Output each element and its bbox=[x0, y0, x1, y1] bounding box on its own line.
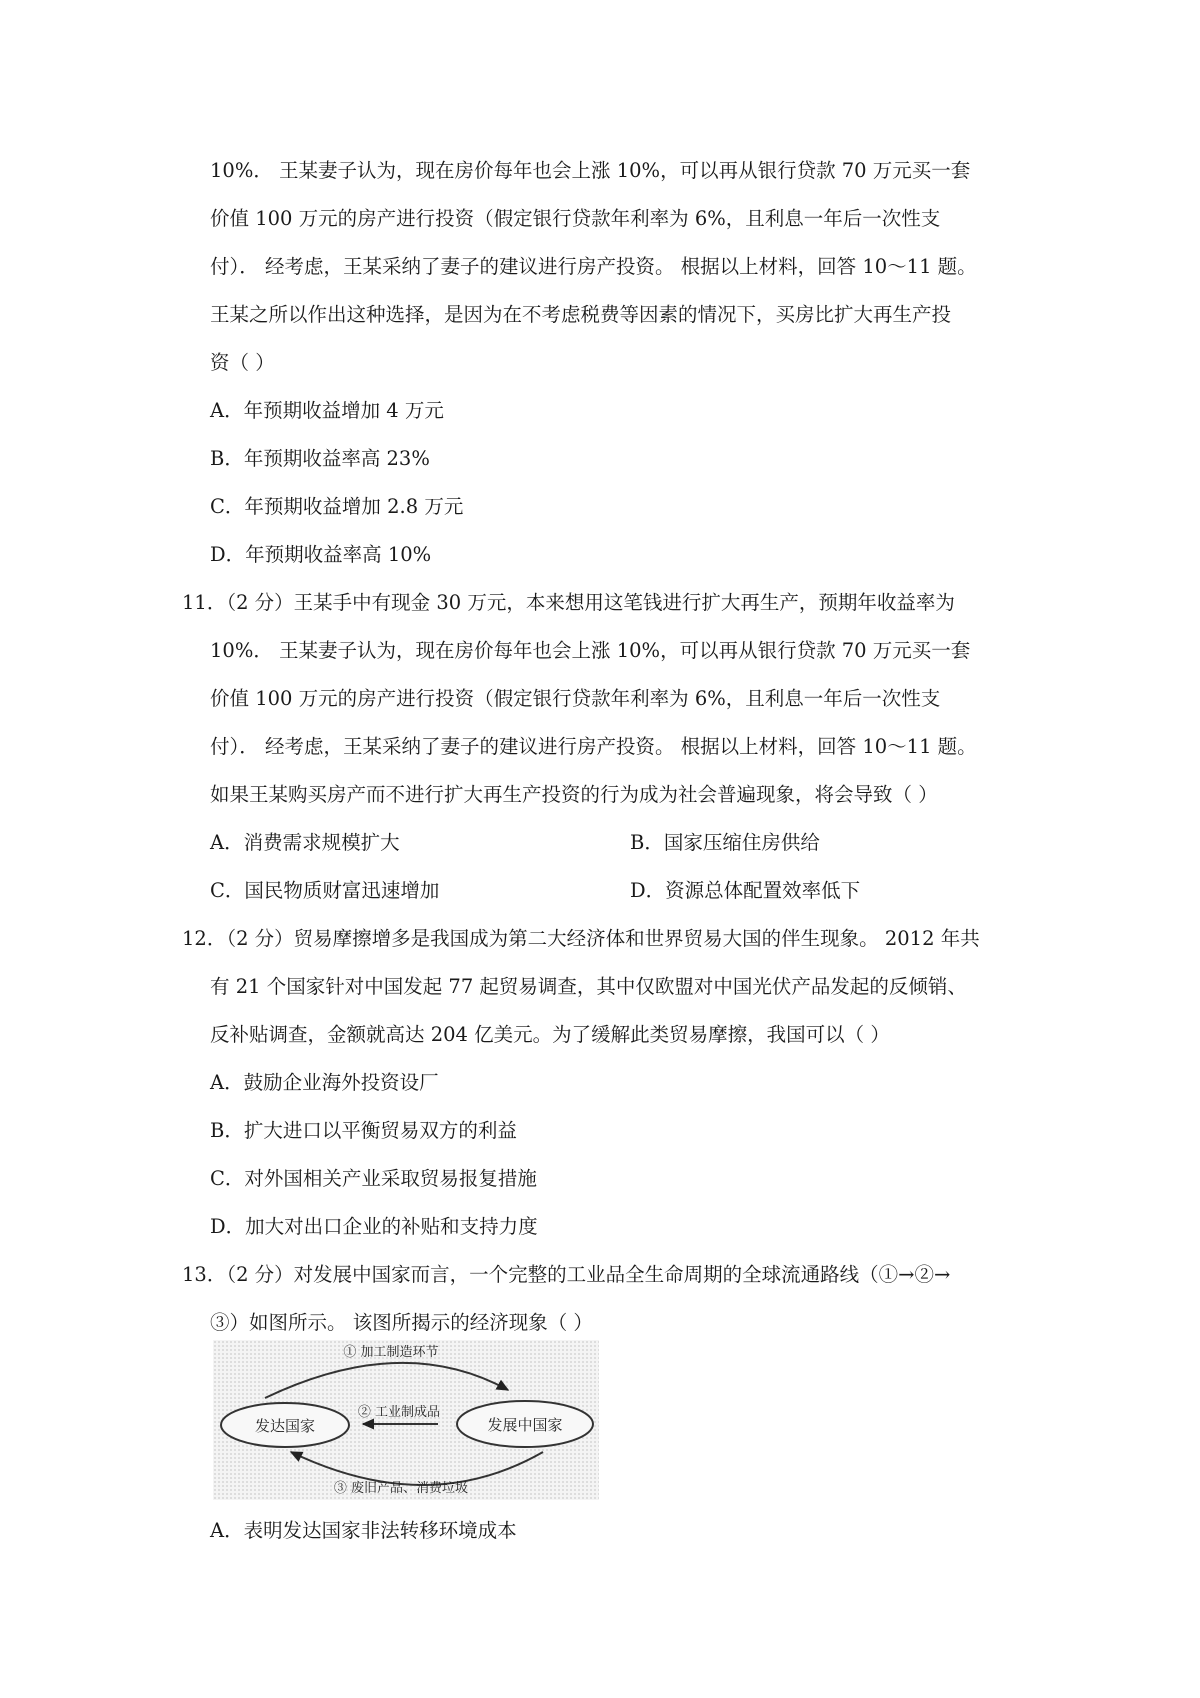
q11-option-c: C．国民物质财富迅速增加 bbox=[210, 879, 440, 902]
q11-line-5: 如果王某购买房产而不进行扩大再生产投资的行为成为社会普遍现象，将会导致（ ） bbox=[210, 783, 938, 806]
q10-line-4: 王某之所以作出这种选择，是因为在不考虑税费等因素的情况下，买房比扩大再生产投 bbox=[210, 303, 952, 326]
waste-products-label: ③ 废旧产品、消费垃圾 bbox=[333, 1481, 469, 1496]
q10-option-b: B．年预期收益率高 23% bbox=[210, 447, 430, 470]
q13-option-a: A．表明发达国家非法转移环境成本 bbox=[210, 1519, 517, 1542]
circulation-diagram bbox=[213, 1340, 599, 1500]
q10-option-a: A．年预期收益增加 4 万元 bbox=[210, 399, 444, 422]
q12-line-1: 12．（2 分）贸易摩擦增多是我国成为第二大经济体和世界贸易大国的伴生现象。 2012 年共 bbox=[182, 927, 980, 950]
q11-option-d: D．资源总体配置效率低下 bbox=[630, 879, 861, 902]
q10-option-d: D．年预期收益率高 10% bbox=[210, 543, 432, 566]
q10-option-c: C．年预期收益增加 2.8 万元 bbox=[210, 495, 464, 518]
developed-country-label: 发达国家 bbox=[254, 1417, 316, 1435]
q12-line-2: 有 21 个国家针对中国发起 77 起贸易调查，其中仅欧盟对中国光伏产品发起的反倾销、 bbox=[210, 975, 967, 998]
q11-option-a: A．消费需求规模扩大 bbox=[210, 831, 400, 854]
q11-line-4: 付）． 经考虑，王某采纳了妻子的建议进行房产投资。 根据以上材料，回答 10～11 题。 bbox=[210, 735, 977, 758]
industrial-products-label: ② 工业制成品 bbox=[357, 1405, 441, 1420]
q12-option-a: A．鼓励企业海外投资设厂 bbox=[210, 1071, 439, 1094]
q11-option-b: B．国家压缩住房供给 bbox=[630, 831, 820, 854]
q10-line-3: 付）． 经考虑，王某采纳了妻子的建议进行房产投资。 根据以上材料，回答 10～11 题。 bbox=[210, 255, 977, 278]
q12-option-d: D．加大对出口企业的补贴和支持力度 bbox=[210, 1215, 538, 1238]
q12-option-b: B．扩大进口以平衡贸易双方的利益 bbox=[210, 1119, 517, 1142]
q10-line-5: 资（ ） bbox=[210, 351, 275, 374]
developing-country-label: 发展中国家 bbox=[487, 1416, 563, 1434]
circulation-diagram-svg bbox=[213, 1340, 599, 1500]
q12-option-c: C．对外国相关产业采取贸易报复措施 bbox=[210, 1167, 537, 1190]
q10-line-1: 10%． 王某妻子认为，现在房价每年也会上涨 10%，可以再从银行贷款 70 万元买一套 bbox=[210, 159, 971, 182]
q11-line-1: 11．（2 分）王某手中有现金 30 万元，本来想用这笔钱进行扩大再生产，预期年收益率为 bbox=[182, 591, 955, 614]
q11-line-2: 10%． 王某妻子认为，现在房价每年也会上涨 10%，可以再从银行贷款 70 万元买一套 bbox=[210, 639, 971, 662]
processing-link-label: ① 加工制造环节 bbox=[343, 1345, 439, 1360]
q11-line-3: 价值 100 万元的房产进行投资（假定银行贷款年利率为 6%，且利息一年后一次性支 bbox=[210, 687, 941, 710]
q12-line-3: 反补贴调查，金额就高达 204 亿美元。为了缓解此类贸易摩擦，我国可以（ ） bbox=[210, 1023, 890, 1046]
q13-line-1: 13．（2 分）对发展中国家而言，一个完整的工业品全生命周期的全球流通路线（①→②→ bbox=[182, 1263, 951, 1286]
q10-line-2: 价值 100 万元的房产进行投资（假定银行贷款年利率为 6%，且利息一年后一次性支 bbox=[210, 207, 941, 230]
top-flow-arrow bbox=[265, 1363, 508, 1398]
q13-line-2: ③）如图所示。 该图所揭示的经济现象（ ） bbox=[210, 1311, 593, 1334]
